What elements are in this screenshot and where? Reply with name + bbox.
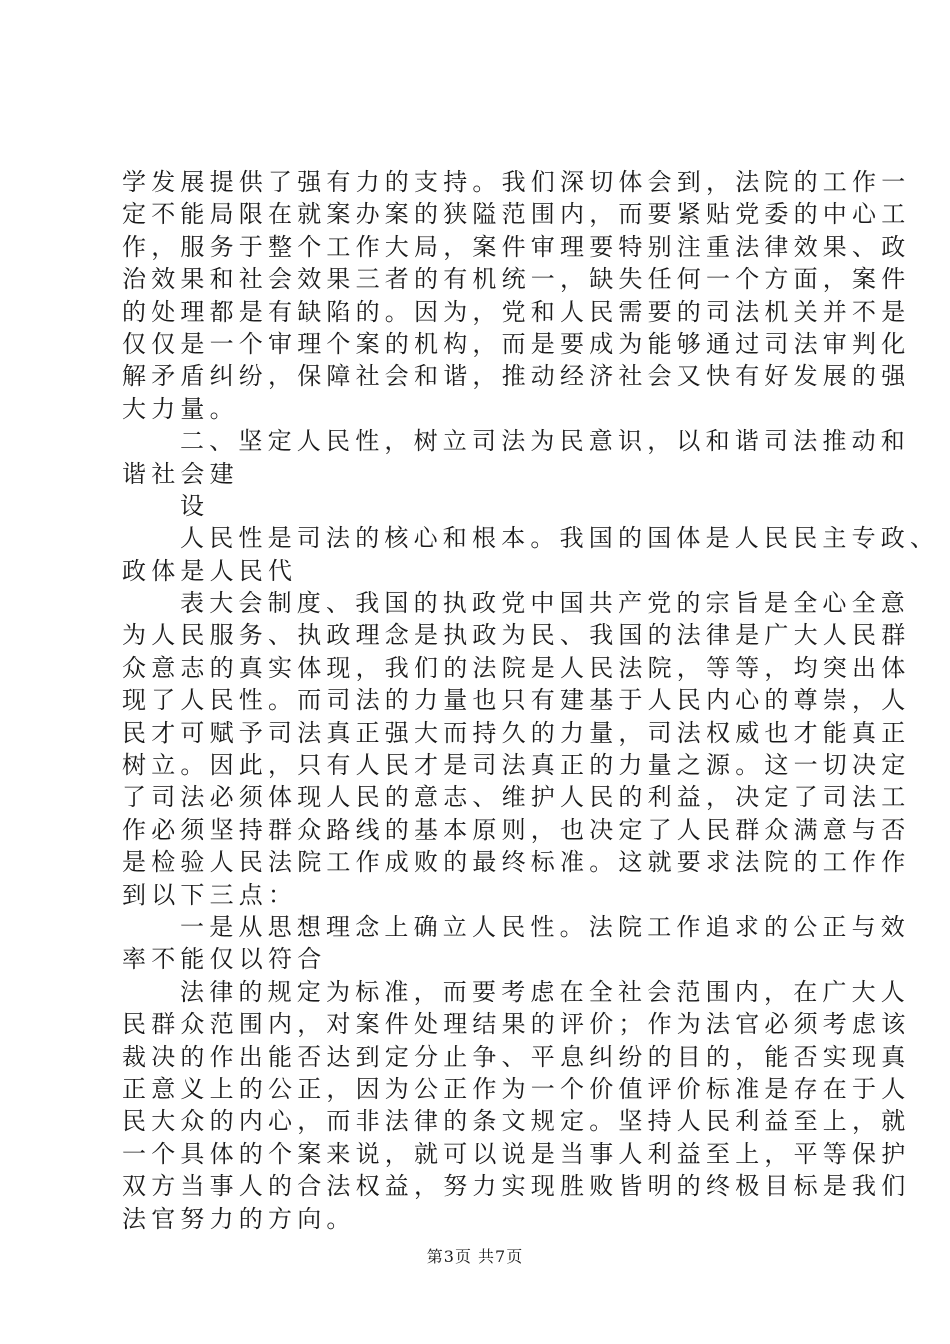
text-line: 定不能局限在就案办案的狭隘范围内，而要紧贴党委的中心工 xyxy=(122,200,911,229)
text-line: 到以下三点： xyxy=(122,880,298,909)
text-line: 二、坚定人民性，树立司法为民意识，以和谐司法推动和 xyxy=(180,427,910,456)
text-line: 法官努力的方向。 xyxy=(122,1204,356,1233)
text-line: 解矛盾纠纷，保障社会和谐，推动经济社会又快有好发展的强 xyxy=(122,362,911,391)
text-line: 表大会制度、我国的执政党中国共产党的宗旨是全心全意 xyxy=(180,589,910,618)
text-line: 作必须坚持群众路线的基本原则，也决定了人民群众满意与否 xyxy=(122,815,911,844)
text-line: 是检验人民法院工作成败的最终标准。这就要求法院的工作作 xyxy=(122,848,911,877)
text-line: 民大众的内心，而非法律的条文规定。坚持人民利益至上，就 xyxy=(122,1107,911,1136)
text-line: 学发展提供了强有力的支持。我们深切体会到，法院的工作一 xyxy=(122,168,911,196)
text-line: 作，服务于整个工作大局，案件审理要特别注重法律效果、政 xyxy=(122,232,911,261)
text-line: 一是从思想理念上确立人民性。法院工作追求的公正与效 xyxy=(180,912,910,941)
text-line: 民群众范围内，对案件处理结果的评价；作为法官必须考虑该 xyxy=(122,1010,911,1039)
text-line: 一个具体的个案来说，就可以说是当事人利益至上，平等保护 xyxy=(122,1139,911,1168)
text-line: 设 xyxy=(180,491,210,520)
text-line: 谐社会建 xyxy=(122,459,239,488)
text-line: 民才可赋予司法真正强大而持久的力量，司法权威也才能真正 xyxy=(122,718,911,747)
text-line: 大力量。 xyxy=(122,394,239,423)
body-text xyxy=(122,166,940,1235)
text-line: 法律的规定为标准，而要考虑在全社会范围内，在广大人 xyxy=(180,977,910,1006)
text-line: 正意义上的公正，因为公正作为一个价值评价标准是存在于人 xyxy=(122,1074,911,1103)
page-footer xyxy=(0,1244,950,1267)
page-number-label: 第3页 共7页 xyxy=(426,1247,524,1266)
text-line: 双方当事人的合法权益，努力实现胜败皆明的终极目标是我们 xyxy=(122,1172,911,1201)
text-line: 裁决的作出能否达到定分止争、平息纠纷的目的，能否实现真 xyxy=(122,1042,911,1071)
text-line: 政体是人民代 xyxy=(122,556,298,585)
text-line: 治效果和社会效果三者的有机统一，缺失任何一个方面，案件 xyxy=(122,265,911,294)
text-line: 树立。因此，只有人民才是司法真正的力量之源。这一切决定 xyxy=(122,751,911,780)
text-line: 人民性是司法的核心和根本。我国的国体是人民民主专政、 xyxy=(180,524,940,553)
text-line: 的处理都是有缺陷的。因为，党和人民需要的司法机关并不是 xyxy=(122,297,911,326)
text-line: 率不能仅以符合 xyxy=(122,945,327,974)
text-line: 为人民服务、执政理念是执政为民、我国的法律是广大人民群 xyxy=(122,621,911,650)
text-line: 仅仅是一个审理个案的机构，而是要成为能够通过司法审判化 xyxy=(122,329,911,358)
text-line: 现了人民性。而司法的力量也只有建基于人民内心的尊崇，人 xyxy=(122,686,911,715)
text-line: 众意志的真实体现，我们的法院是人民法院，等等，均突出体 xyxy=(122,653,911,682)
text-line: 了司法必须体现人民的意志、维护人民的利益，决定了司法工 xyxy=(122,783,911,812)
